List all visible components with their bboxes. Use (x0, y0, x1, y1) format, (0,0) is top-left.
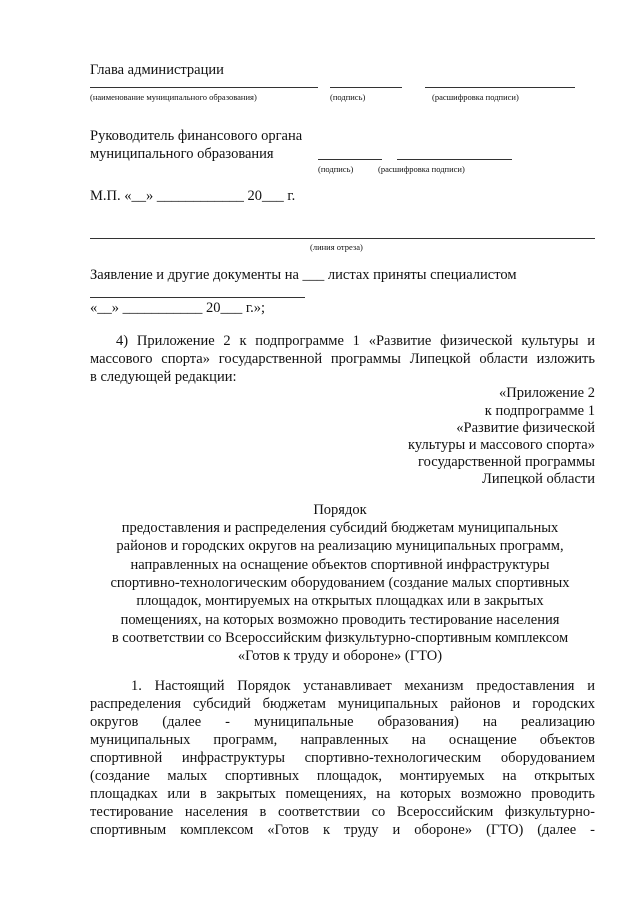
body-line: спортивным комплексом «Готов к труду и обороне» (ГТО) (далее - (90, 822, 595, 838)
body-line: площадках или в закрытых помещениях, на которых возможно проводить (90, 786, 595, 802)
muni-name-line (90, 87, 318, 88)
appendix-header-line: государственной программы (418, 454, 595, 470)
procedure-title-line: предоставления и распределения субсидий бюджетам муниципальных (121, 520, 559, 536)
body-line: муниципальных программ, направленных на оснащение объектов (90, 732, 595, 748)
finance-head-title-line2: муниципального образования (90, 146, 274, 162)
body-line: спортивной инфраструктуры спортивно-технологическим оборудованием (90, 750, 595, 766)
specialist-line (90, 297, 305, 298)
receipt-statement: Заявление и другие документы на ___ листах приняты специалистом (90, 267, 517, 283)
amendment-line-3: в следующей редакции: (90, 369, 237, 385)
procedure-title-line: направленных на оснащение объектов спортивной инфраструктуры (130, 557, 550, 573)
amendment-line-1: 4) Приложение 2 к подпрограмме 1 «Развитие физической культуры и (116, 333, 595, 349)
appendix-header-line: Липецкой области (482, 471, 595, 487)
signature-caption: (подпись) (330, 92, 366, 102)
procedure-title-line: в соответствии со Всероссийским физкультурно-спортивным комплексом (111, 630, 569, 646)
appendix-header-line: «Приложение 2 (499, 385, 595, 401)
seal-date-line: М.П. «__» ____________ 20___ г. (90, 188, 296, 204)
head-of-administration-title: Глава администрации (90, 62, 224, 78)
appendix-header-line: «Развитие физической (456, 420, 595, 436)
procedure-title-line: районов и городских округов на реализацию муниципальных программ, (116, 538, 564, 554)
appendix-header-line: к подпрограмме 1 (484, 403, 595, 419)
body-line: округов (далее - муниципальные образования) на реализацию (90, 714, 595, 730)
body-line: распределения субсидий бюджетам муниципальных районов и городских (90, 696, 595, 712)
procedure-title-line: «Готов к труду и обороне» (ГТО) (237, 648, 443, 664)
procedure-heading: Порядок (313, 502, 367, 518)
decoding-line (425, 87, 575, 88)
body-line: 1. Настоящий Порядок устанавливает механизм предоставления и (131, 678, 595, 694)
muni-name-caption: (наименование муниципального образования) (90, 92, 257, 102)
procedure-title-line: спортивно-технологическим оборудованием (создание малых спортивных (110, 575, 570, 591)
procedure-title-line: площадок, монтируемых на открытых площадках или в закрытых (136, 593, 544, 609)
finance-decoding-line (397, 159, 512, 160)
body-line: тестирование населения в соответствии со Всероссийским физкультурно- (90, 804, 595, 820)
finance-head-title-line1: Руководитель финансового органа (90, 128, 303, 144)
decoding-caption: (расшифровка подписи) (432, 92, 519, 102)
body-line: (создание малых спортивных площадок, монтируемых на открытых (90, 768, 595, 784)
finance-signature-line (318, 159, 382, 160)
amendment-line-2: массового спорта» государственной программы Липецкой области изложить (90, 351, 595, 367)
receipt-date-line: «__» ___________ 20___ г.»; (90, 300, 266, 316)
appendix-header-line: культуры и массового спорта» (408, 437, 595, 453)
cut-line-caption: (линия отреза) (310, 242, 363, 252)
finance-signature-caption: (подпись) (318, 164, 354, 174)
procedure-title-line: помещениях, на которых возможно проводить тестирование населения (120, 612, 560, 628)
signature-line (330, 87, 402, 88)
finance-decoding-caption: (расшифровка подписи) (378, 164, 465, 174)
cut-line (90, 238, 595, 239)
